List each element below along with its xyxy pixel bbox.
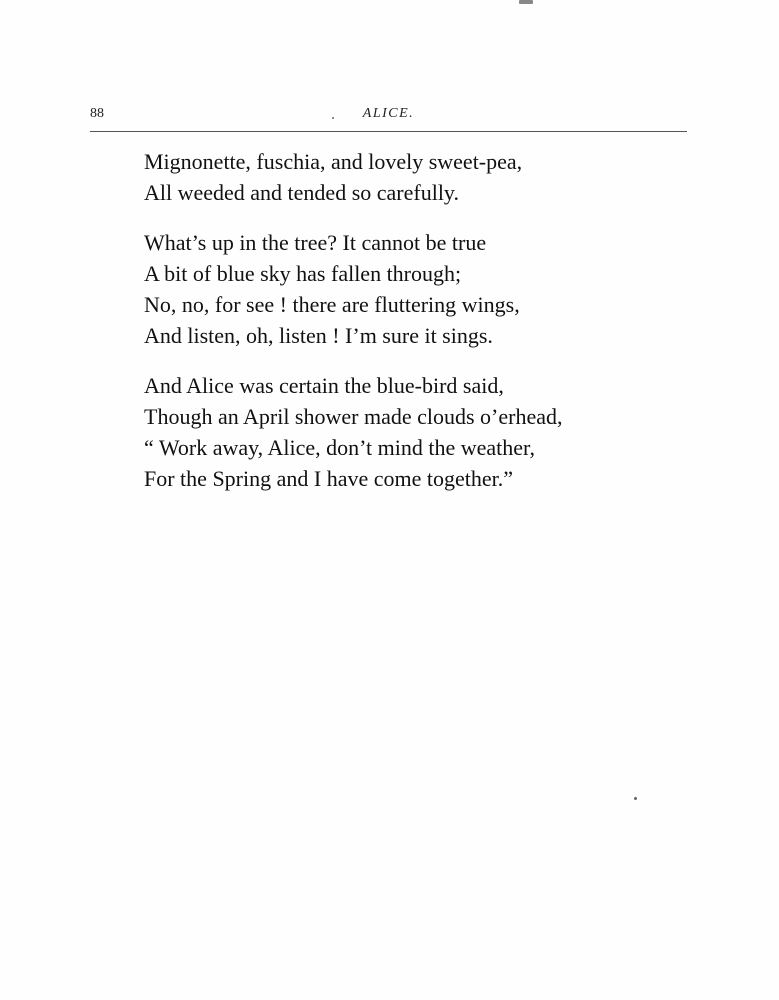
poem-line: All weeded and tended so carefully.	[144, 180, 460, 205]
poem-line: Mignonette, fuschia, and lovely sweet-pea,	[144, 149, 523, 174]
poem-line: No, no, for see ! there are fluttering wings,	[144, 292, 520, 317]
poem-line: For the Spring and I have come together.”	[144, 466, 514, 491]
poem-line: A bit of blue sky has fallen through;	[144, 261, 462, 286]
poem	[144, 146, 704, 513]
stanza-2	[144, 227, 704, 351]
poem-line: And listen, oh, listen ! I’m sure it sings.	[144, 323, 493, 348]
page-number: 88	[90, 106, 104, 121]
poem-line: Though an April shower made clouds o’erhead,	[144, 404, 563, 429]
stanza-3	[144, 370, 704, 494]
stanza-1	[144, 146, 704, 208]
header-rule	[90, 131, 687, 132]
ink-speck	[634, 797, 637, 800]
poem-line: “ Work away, Alice, don’t mind the weather,	[144, 435, 535, 460]
poem-line: And Alice was certain the blue-bird said,	[144, 373, 504, 398]
running-title: ALICE.	[362, 106, 415, 121]
running-head	[90, 104, 687, 126]
poem-line: What’s up in the tree? It cannot be true	[144, 230, 487, 255]
ink-speck	[519, 0, 533, 4]
ink-speck	[332, 117, 334, 119]
